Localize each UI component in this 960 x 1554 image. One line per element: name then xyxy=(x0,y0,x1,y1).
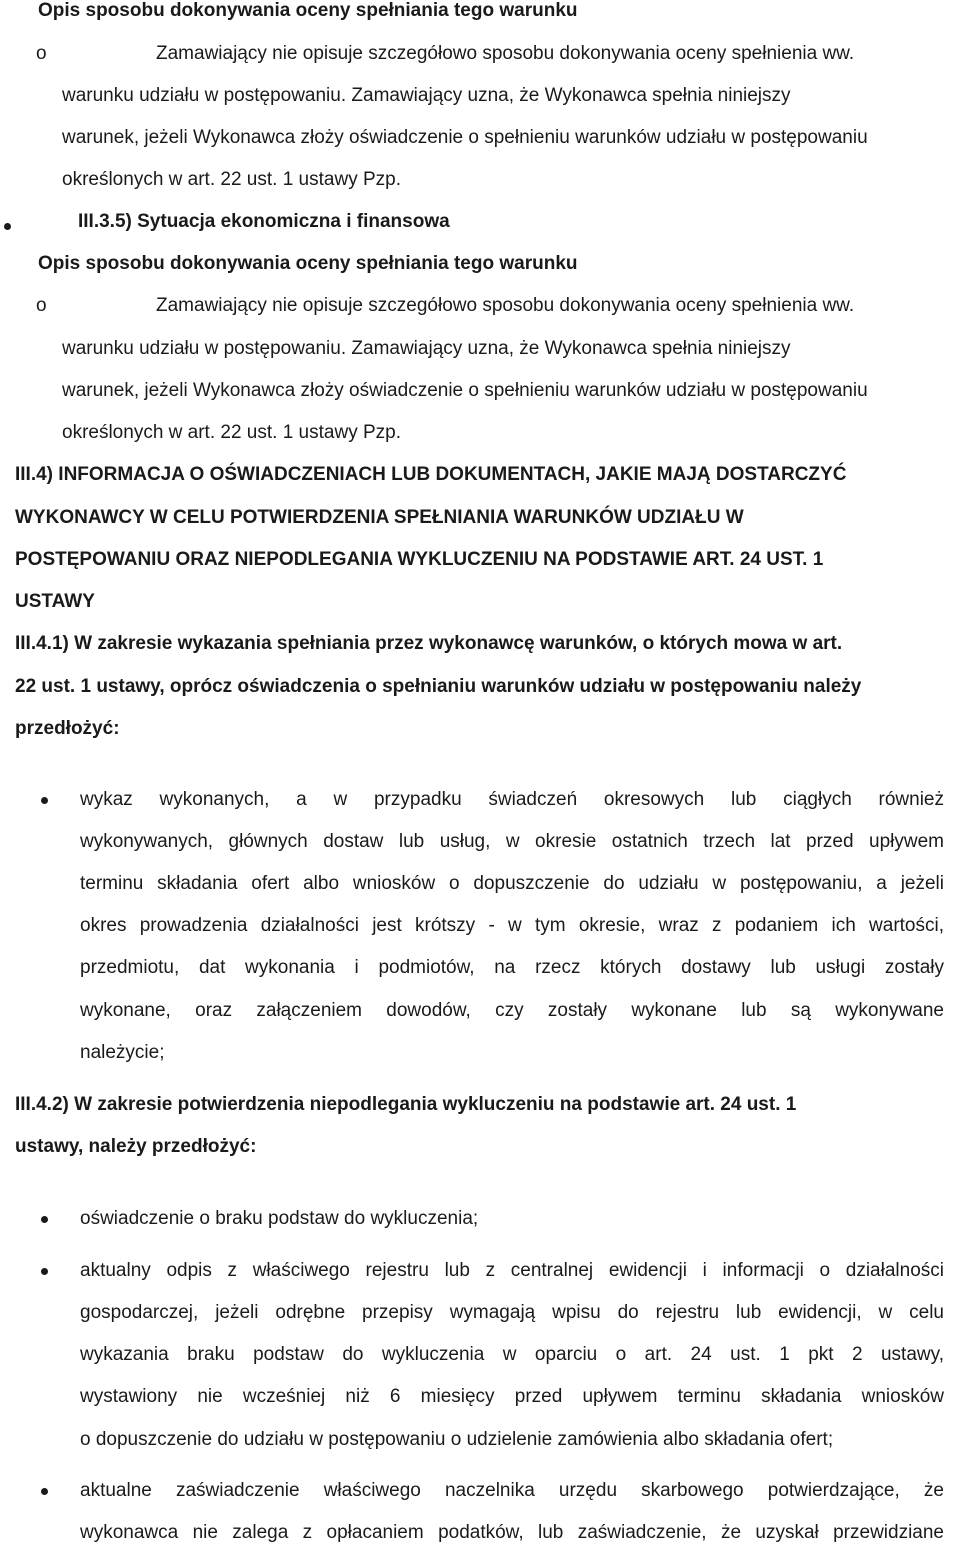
section-iii-4-1-line-2: 22 ust. 1 ustawy, oprócz oświadczenia o spełnianiu warunków udziału w postępowaniu należy xyxy=(15,676,862,697)
circle-bullet-icon: o xyxy=(36,295,47,316)
list-2-item-2-line-1: aktualny odpis z właściwego rejestru lub z centralnej ewidencji i informacji o działalności xyxy=(80,1260,944,1281)
section-iii-4-line-3: POSTĘPOWANIU ORAZ NIEPODLEGANIA WYKLUCZENIU NA PODSTAWIE ART. 24 UST. 1 xyxy=(15,549,824,570)
list-1-line-4: okres prowadzenia działalności jest krótszy - w tym okresie, wraz z podaniem ich wartości, xyxy=(80,915,944,936)
para-2-line-1: Zamawiający nie opisuje szczegółowo sposobu dokonywania oceny spełnienia ww. xyxy=(156,295,855,316)
section-iii-4-2-line-2: ustawy, należy przedłożyć: xyxy=(15,1136,257,1157)
section-iii-4-2-line-1: III.4.2) W zakresie potwierdzenia niepodlegania wykluczeniu na podstawie art. 24 ust. 1 xyxy=(15,1094,797,1115)
list-1-line-1: wykaz wykonanych, a w przypadku świadczeń okresowych lub ciągłych również xyxy=(80,789,944,810)
list-1-line-3: terminu składania ofert albo wniosków o dopuszczenie do udziału w postępowaniu, a jeżeli xyxy=(80,873,944,894)
para-1-line-2: warunku udziału w postępowaniu. Zamawiający uzna, że Wykonawca spełnia niniejszy xyxy=(62,85,791,106)
section-iii-4-line-1: III.4) INFORMACJA O OŚWIADCZENIACH LUB DOKUMENTACH, JAKIE MAJĄ DOSTARCZYĆ xyxy=(15,464,847,485)
section-iii-4-1-line-3: przedłożyć: xyxy=(15,718,120,739)
para-2-line-4: określonych w art. 22 ust. 1 ustawy Pzp. xyxy=(62,422,401,443)
heading-opis-2: Opis sposobu dokonywania oceny spełniania tego warunku xyxy=(38,253,578,274)
circle-bullet-icon: o xyxy=(36,43,47,64)
section-iii-3-5-title: III.3.5) Sytuacja ekonomiczna i finansowa xyxy=(78,211,450,232)
section-iii-4-line-2: WYKONAWCY W CELU POTWIERDZENIA SPEŁNIANIA WARUNKÓW UDZIAŁU W xyxy=(15,507,744,528)
list-2-item-3-line-2: wykonawca nie zalega z opłacaniem podatków, lub zaświadczenie, że uzyskał przewidziane xyxy=(80,1522,944,1543)
para-2-line-2: warunku udziału w postępowaniu. Zamawiający uzna, że Wykonawca spełnia niniejszy xyxy=(62,338,791,359)
para-1-line-4: określonych w art. 22 ust. 1 ustawy Pzp. xyxy=(62,169,401,190)
list-1-line-2: wykonywanych, głównych dostaw lub usług, w okresie ostatnich trzech lat przed upływem xyxy=(80,831,944,852)
list-1-line-6: wykonane, oraz załączeniem dowodów, czy zostały wykonane lub są wykonywane xyxy=(80,1000,944,1021)
list-2-item-2-line-2: gospodarczej, jeżeli odrębne przepisy wymagają wpisu do rejestru lub ewidencji, w celu xyxy=(80,1302,944,1323)
bullet-icon xyxy=(41,797,48,804)
para-2-line-3: warunek, jeżeli Wykonawca złoży oświadczenie o spełnieniu warunków udziału w postępowaniu xyxy=(62,380,868,401)
list-1-line-5: przedmiotu, dat wykonania i podmiotów, na rzecz których dostawy lub usługi zostały xyxy=(80,957,944,978)
para-1-line-3: warunek, jeżeli Wykonawca złoży oświadczenie o spełnieniu warunków udziału w postępowaniu xyxy=(62,127,868,148)
bullet-icon xyxy=(41,1216,48,1223)
para-1-line-1: Zamawiający nie opisuje szczegółowo sposobu dokonywania oceny spełnienia ww. xyxy=(156,43,855,64)
list-2-item-1: oświadczenie o braku podstaw do wykluczenia; xyxy=(80,1208,479,1229)
list-1-line-7: należycie; xyxy=(80,1042,165,1063)
list-2-item-2-line-4: wystawiony nie wcześniej niż 6 miesięcy przed upływem terminu składania wniosków xyxy=(80,1386,944,1407)
section-iii-4-1-line-1: III.4.1) W zakresie wykazania spełniania przez wykonawcę warunków, o których mowa w art. xyxy=(15,633,843,654)
section-iii-4-line-4: USTAWY xyxy=(15,591,95,612)
bullet-icon xyxy=(4,223,11,230)
list-2-item-2-line-5: o dopuszczenie do udziału w postępowaniu o udzielenie zamówienia albo składania ofert; xyxy=(80,1429,834,1450)
list-2-item-3-line-1: aktualne zaświadczenie właściwego naczelnika urzędu skarbowego potwierdzające, że xyxy=(80,1480,944,1501)
heading-opis-1: Opis sposobu dokonywania oceny spełniania tego warunku xyxy=(38,0,578,21)
bullet-icon xyxy=(41,1268,48,1275)
bullet-icon xyxy=(41,1488,48,1495)
list-2-item-2-line-3: wykazania braku podstaw do wykluczenia w oparciu o art. 24 ust. 1 pkt 2 ustawy, xyxy=(80,1344,944,1365)
